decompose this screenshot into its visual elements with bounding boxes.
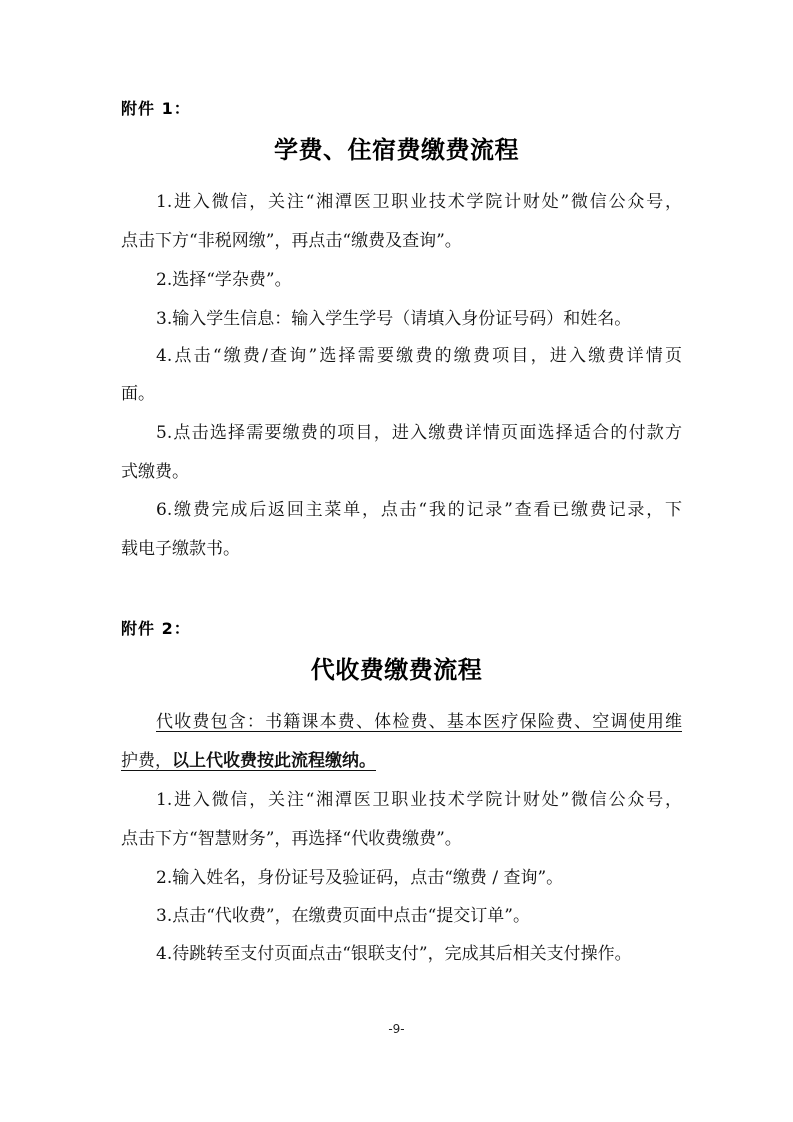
- annex-1-step-2: 2.选择“学杂费”。: [156, 270, 292, 290]
- annex-1-step-4-cont: 面。: [121, 384, 155, 404]
- annex-1-step-5: 5.点击选择需要缴费的项目，进入缴费详情页面选择适合的付款方: [156, 423, 682, 443]
- annex-2-note-bold: 以上代收费按此流程缴纳。: [172, 751, 376, 771]
- annex-2-step-1-cont: 点击下方“智慧财务”，再选择“代收费缴费”。: [121, 829, 462, 849]
- annex-1-title: 学费、住宿费缴费流程: [274, 136, 519, 164]
- annex-1-label: 附件 1：: [121, 99, 191, 118]
- annex-1-step-1-cont: 点击下方“非税网缴”，再点击“缴费及查询”。: [121, 231, 462, 251]
- annex-2-label: 附件 2：: [121, 619, 191, 638]
- page-number: -9-: [388, 1022, 405, 1036]
- annex-1-step-6: 6.缴费完成后返回主菜单，点击“我的记录”查看已缴费记录，下: [156, 500, 682, 520]
- annex-2-note-line-2: [121, 749, 376, 773]
- annex-2-title: 代收费缴费流程: [310, 656, 483, 684]
- annex-2-step-2: 2.输入姓名，身份证号及验证码，点击“缴费 / 查询”。: [156, 868, 564, 888]
- annex-1-step-3: 3.输入学生信息：输入学生学号（请填入身份证号码）和姓名。: [156, 309, 632, 329]
- annex-1-step-1: 1.进入微信，关注“湘潭医卫职业技术学院计财处”微信公众号，: [156, 192, 682, 212]
- annex-2-step-1: 1.进入微信，关注“湘潭医卫职业技术学院计财处”微信公众号，: [156, 790, 682, 810]
- annex-2-step-3: 3.点击“代收费”，在缴费页面中点击“提交订单”。: [156, 906, 530, 926]
- annex-1-step-5-cont: 式缴费。: [121, 462, 189, 482]
- annex-2-step-4: 4.待跳转至支付页面点击“银联支付”，完成其后相关支付操作。: [156, 944, 632, 964]
- annex-2-note-plain: 护费，: [121, 751, 172, 771]
- annex-1-step-6-cont: 载电子缴款书。: [121, 539, 240, 559]
- annex-2-note-line-1: 代收费包含：书籍课本费、体检费、基本医疗保险费、空调使用维: [156, 712, 682, 732]
- annex-1-step-4: 4.点击“缴费/查询”选择需要缴费的缴费项目，进入缴费详情页: [156, 346, 682, 366]
